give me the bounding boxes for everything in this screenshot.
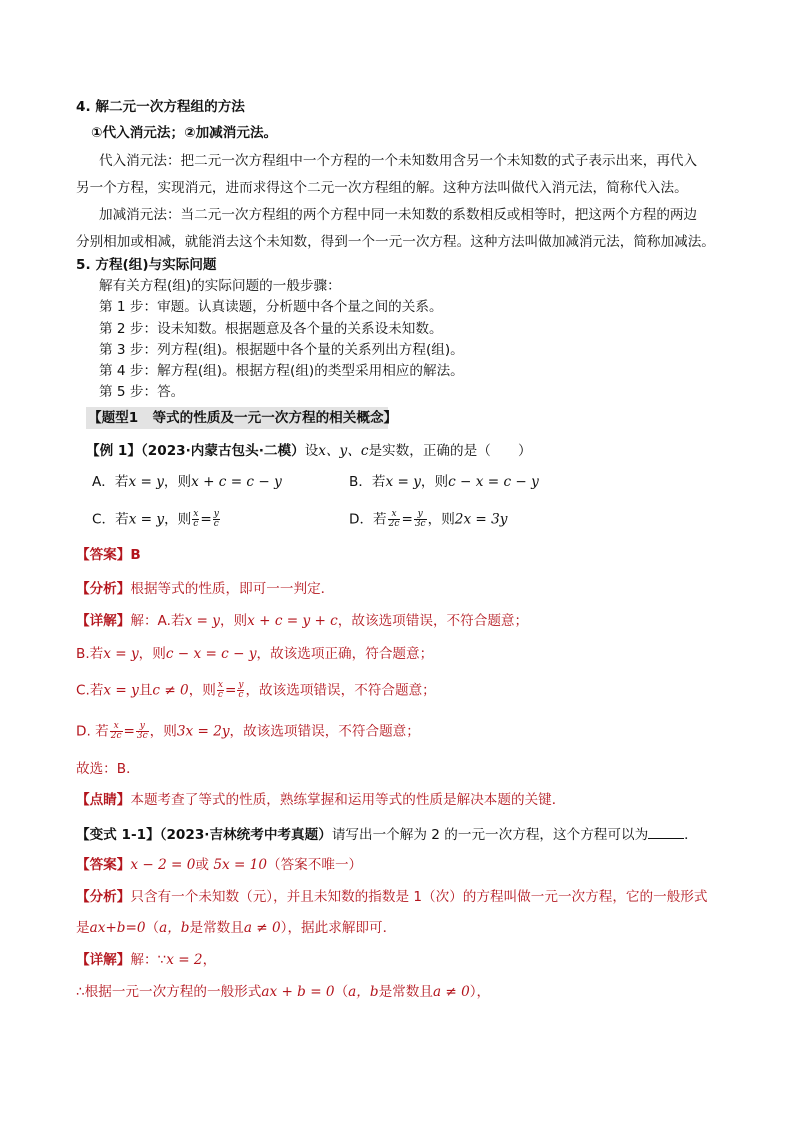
example1-detail-a: 【详解】解：A.若x = y，则x + c = y + c，故该选项错误，不符合题意；: [76, 613, 529, 629]
variant1-stem: 【变式 1-1】（2023·吉林统考中考真题）请写出一个解为 2 的一元一次方程，这个方程可以为 ．: [76, 827, 698, 843]
fraction: $\frac{x}{2c}$: [110, 721, 122, 741]
fraction: $\frac{y}{3c}$: [414, 509, 426, 529]
step-item: 第 3 步：列方程(组)。根据题中各个量的关系列出方程(组)。: [99, 342, 464, 358]
example1-detail-b: B.若x = y，则c − x = c − y，故该选项正确，符合题意；: [76, 646, 434, 662]
section4-methods: ①代入消元法；②加减消元法。: [91, 125, 278, 141]
option-b: B．若x = y，则c − x = c − y: [349, 474, 539, 490]
example1-answer: 【答案】B: [76, 547, 141, 563]
fraction: $\frac{x}{c}$: [193, 509, 199, 529]
variant1-detail-line1: 【详解】解：∵x = 2，: [76, 952, 217, 968]
example-tag: 【例 1】: [86, 443, 141, 459]
section5-intro: 解有关方程(组)的实际问题的一般步骤：: [99, 278, 341, 294]
option-d: D．若 $\frac{x}{2c}$ = $\frac{y}{3c}$ ，则2x = 3y: [349, 509, 508, 529]
variant1-answer: 【答案】x − 2 = 0或 5x = 10（答案不唯一）: [76, 857, 363, 873]
elimination-text-line2: 分别相加或相减，就能消去这个未知数，得到一个一元一次方程。这种方法叫做加减消元法，简称加减法。: [76, 234, 715, 250]
fraction: $\frac{y}{c}$: [238, 680, 244, 700]
step-item: 第 1 步：审题。认真读题，分析题中各个量之间的关系。: [99, 299, 443, 315]
fraction: $\frac{y}{c}$: [213, 509, 219, 529]
variant1-detail-line2: ∴根据一元一次方程的一般形式ax + b = 0（a，b是常数且a ≠ 0），: [76, 984, 491, 1000]
elimination-text-line1: 加减消元法：当二元一次方程组的两个方程中同一未知数的系数相反或相等时，把这两个方程的两边: [99, 207, 698, 223]
option-a: A．若x = y，则x + c = c − y: [92, 474, 282, 490]
example1-analysis: 【分析】根据等式的性质，即可一一判定．: [76, 581, 335, 597]
step-item: 第 4 步：解方程(组)。根据方程(组)的类型采用相应的解法。: [99, 363, 464, 379]
question-source: （2023·内蒙古包头·二模）: [140, 443, 305, 459]
substitution-text-line1: 代入消元法：把二元一次方程组中一个方程的一个未知数用含另一个未知数的式子表示出来，再代入: [99, 153, 698, 169]
option-c: C．若x = y，则 $\frac{x}{c}$ = $\frac{y}{c}$: [92, 509, 219, 529]
variant1-analysis-line2: 是ax+b=0（a，b是常数且a ≠ 0），据此求解即可．: [76, 920, 397, 936]
answer-blank: [648, 825, 684, 839]
fraction: $\frac{x}{c}$: [217, 680, 223, 700]
example1-detail-c: C.若x = y且c ≠ 0，则 $\frac{x}{c}$ = $\frac{y}{c}$ ，故该选项错误，不符合题意；: [76, 680, 436, 700]
substitution-text-line2: 另一个方程，实现消元，进而求得这个二元一次方程组的解。这种方法叫做代入消元法，简称代入法。: [76, 180, 688, 196]
fraction: $\frac{y}{3c}$: [136, 721, 148, 741]
step-item: 第 5 步：答。: [99, 384, 185, 400]
section5-heading: 5. 方程(组)与实际问题: [76, 257, 217, 273]
example1-comment: 【点睛】本题考查了等式的性质，熟练掌握和运用等式的性质是解决本题的关键．: [76, 792, 566, 808]
step-item: 第 2 步：设未知数。根据题意及各个量的关系设未知数。: [99, 321, 443, 337]
example1-detail-d: D. 若 $\frac{x}{2c}$ = $\frac{y}{3c}$ ，则3x = 2y，故该选项错误，不符合题意；: [76, 721, 420, 741]
question-type-title: 【题型1 等式的性质及一元一次方程的相关概念】: [88, 410, 398, 426]
variant1-analysis-line1: 【分析】只含有一个未知数（元），并且未知数的指数是 1（次）的方程叫做一元一次方程，它的一般形式: [76, 889, 708, 905]
fraction: $\frac{x}{2c}$: [388, 509, 400, 529]
example1-conclusion: 故选：B．: [76, 761, 140, 777]
example1-stem: 【例 1】（2023·内蒙古包头·二模）设x、y、c是实数，正确的是（ ）: [86, 443, 532, 459]
question-source: （2023·吉林统考中考真题）: [159, 827, 332, 843]
section4-heading: 4. 解二元一次方程组的方法: [76, 99, 245, 115]
variant-tag: 【变式 1-1】: [76, 827, 160, 843]
